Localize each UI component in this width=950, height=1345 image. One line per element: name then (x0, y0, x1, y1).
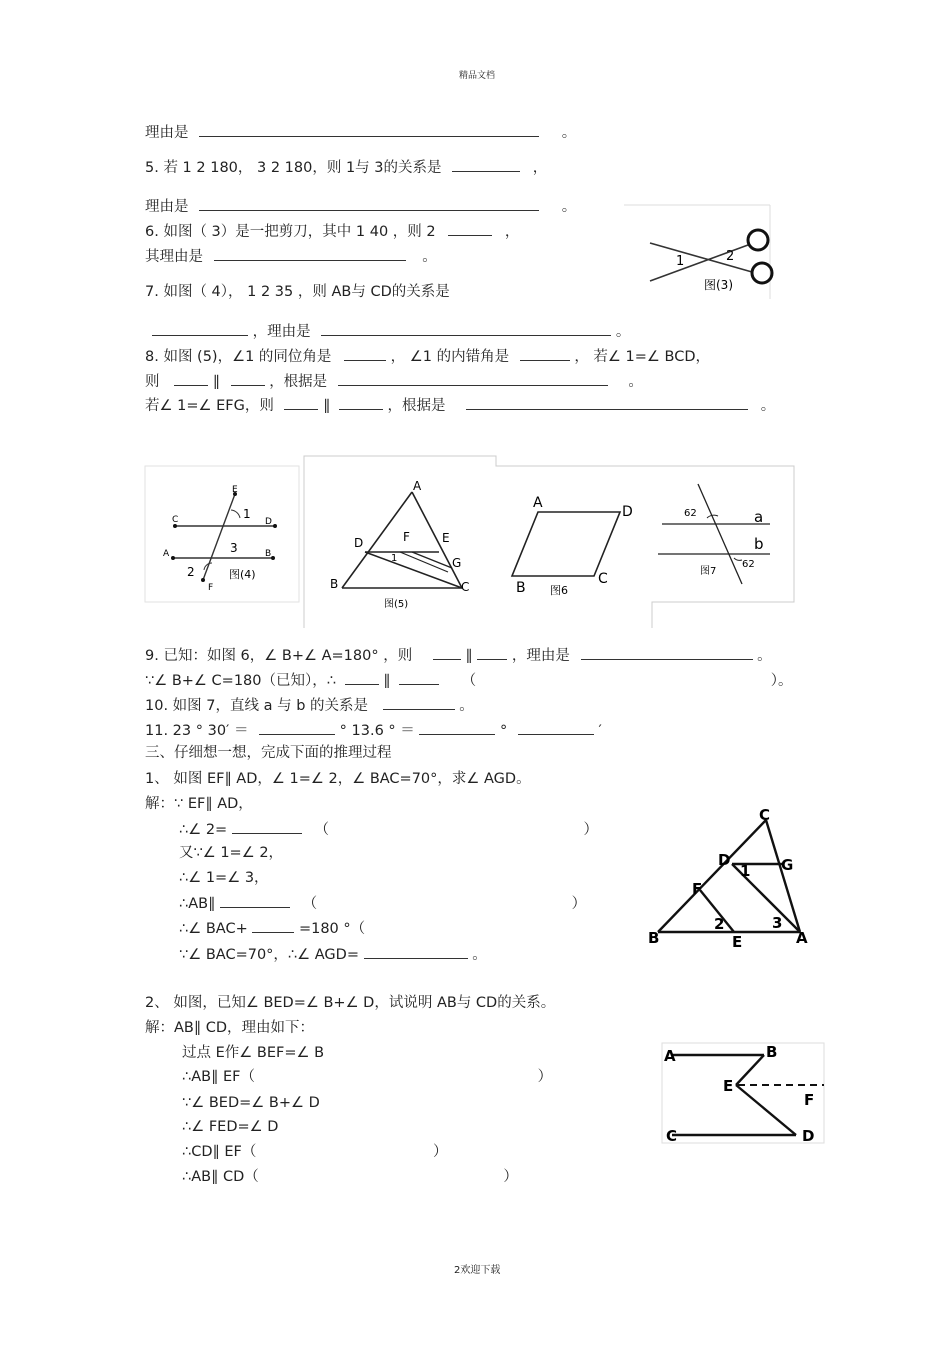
question-8-line-3 (145, 395, 775, 415)
close-paren: ） (503, 1169, 518, 1185)
figure-6-caption: 图6 (550, 584, 568, 597)
question-8-text: 8. 如图 (5)，∠1 的同位角是 (145, 349, 332, 365)
step-text: ∴∠ 2= (179, 822, 228, 838)
answer-blank[interactable] (214, 246, 406, 261)
answer-blank[interactable] (220, 893, 290, 908)
answer-blank[interactable] (433, 645, 461, 660)
problem-2-figure (662, 1043, 827, 1145)
figure-4-caption: 图(4) (229, 568, 256, 581)
close-paren: ） (571, 896, 587, 912)
answer-blank[interactable] (199, 122, 539, 137)
problem-1-step-b (179, 819, 598, 839)
question-10 (145, 695, 474, 715)
period: 。 (422, 249, 437, 265)
question-9 (145, 645, 772, 665)
fig5-label-B: B (330, 577, 339, 591)
close-paren: ） (433, 1144, 448, 1160)
fig5-label-A: A (413, 479, 422, 493)
problem-1: 1、 如图 EF∥ AD，∠ 1=∠ 2，∠ BAC=70°，求∠ AGD。 (145, 771, 531, 787)
close-paren: ） (537, 1069, 553, 1085)
answer-blank[interactable] (231, 371, 265, 386)
question-8-line-2 (145, 371, 643, 391)
answer-blank[interactable] (364, 944, 468, 959)
problem-1-step-c: 又∵∠ 1=∠ 2， (179, 845, 284, 861)
open-paren: （ (314, 822, 329, 838)
comma: ， (504, 224, 520, 240)
answer-blank[interactable] (399, 670, 439, 685)
period: 。 (760, 398, 776, 414)
figure-5-caption: 图(5) (384, 599, 409, 610)
question-5-text: 5. 若 1 2 180， 3 2 180，则 1与 3的关系是 (145, 160, 442, 176)
close-paren: ） (583, 822, 599, 838)
question-9-line-2 (145, 670, 793, 690)
question-8-text-b: ， ∠1 的内错角是 (390, 349, 510, 365)
answer-blank[interactable] (520, 346, 570, 361)
fig7-angle-bottom: 62 (742, 559, 755, 570)
p1fig-label-A: A (796, 929, 808, 947)
label-B: B (265, 549, 272, 559)
problem-2-step-e: ∴∠ FED=∠ D (182, 1119, 279, 1135)
reason-label: 其理由是 (145, 249, 203, 265)
parallel-sign: ∥ (383, 673, 391, 689)
reason-label: ，理由是 (511, 648, 570, 664)
problem-2-step-a: 解：AB∥ CD，理由如下： (145, 1020, 315, 1036)
answer-blank[interactable] (174, 371, 208, 386)
answer-blank[interactable] (339, 395, 383, 410)
answer-blank[interactable] (338, 371, 608, 386)
fig5-label-G: G (452, 556, 462, 570)
fig5-label-C: C (461, 580, 470, 594)
step-text: ∴AB∥ (179, 896, 216, 912)
step-text: ∴∠ BAC+ (179, 921, 248, 937)
answer-blank[interactable] (466, 395, 748, 410)
question-7: 7. 如图（ 4）， 1 2 35 ，则 AB与 CD的关系是 (145, 284, 450, 300)
answer-blank[interactable] (344, 346, 386, 361)
p1fig-angle-3: 3 (772, 914, 783, 932)
figures-5-6-7 (302, 454, 798, 630)
open-paren: （ (461, 673, 477, 689)
angle-2: 2 (187, 565, 195, 579)
reason-label: 理由是 (145, 125, 189, 141)
problem-1-step-e (179, 893, 586, 913)
question-7-answer (152, 321, 630, 341)
answer-blank[interactable] (448, 221, 492, 236)
reason-line-5 (145, 196, 576, 216)
question-8-text-c: ， 若∠ 1=∠ BCD， (574, 349, 711, 365)
step-text-b: =180 °（ (298, 921, 366, 937)
p2fig-label-B: B (766, 1043, 778, 1061)
problem-1-step-g (179, 944, 487, 964)
comma: ， (532, 160, 548, 176)
p1fig-label-C: C (759, 806, 771, 824)
answer-blank[interactable] (518, 720, 594, 735)
fig6-label-A: A (533, 495, 543, 511)
period: 。 (615, 324, 631, 340)
question-6-reason (145, 246, 437, 266)
answer-blank[interactable] (581, 645, 753, 660)
problem-2-step-g (182, 1168, 518, 1186)
label-E: E (232, 485, 238, 495)
answer-blank[interactable] (259, 720, 335, 735)
p2fig-label-C: C (666, 1127, 678, 1145)
label-C: C (172, 515, 179, 525)
degree-sign: ° (500, 723, 508, 739)
period: 。 (472, 947, 487, 963)
problem-1-step-a: 解：∵ EF∥ AD， (145, 796, 253, 812)
question-5 (145, 157, 547, 177)
label-then: 则 (145, 374, 160, 390)
parallel-sign: ∥ (465, 648, 473, 664)
reason-label: ，根据是 (269, 374, 328, 390)
section-3-title: 三、仔细想一想，完成下面的推理过程 (145, 745, 392, 761)
parallel-sign: ∥ (323, 398, 331, 414)
period: 。 (561, 125, 577, 141)
p2fig-label-E: E (723, 1077, 734, 1095)
step-text: ∴AB∥ CD（ (182, 1169, 259, 1185)
answer-blank[interactable] (199, 196, 539, 211)
label-F: F (208, 583, 214, 593)
question-6 (145, 221, 519, 241)
fig7-label-b: b (754, 535, 764, 553)
fig7-angle-top: 62 (684, 508, 697, 519)
p1fig-angle-2: 2 (714, 915, 725, 933)
period: 。 (561, 199, 577, 215)
problem-1-figure (648, 806, 813, 951)
period: 。 (628, 374, 643, 390)
p1fig-angle-1: 1 (740, 862, 751, 880)
p1fig-label-E: E (732, 933, 743, 951)
p1fig-label-G: G (781, 856, 794, 874)
answer-blank[interactable] (252, 918, 294, 933)
reason-line-1 (145, 122, 576, 142)
fig6-label-D: D (622, 504, 633, 520)
period: 。 (459, 698, 474, 714)
fig5-label-F: F (403, 530, 410, 544)
figure-7-caption: 图7 (700, 566, 717, 577)
fig7-label-a: a (754, 508, 764, 526)
p1fig-label-F: F (692, 880, 703, 898)
step-text: ∴CD∥ EF（ (182, 1144, 257, 1160)
angle-1: 1 (243, 507, 251, 521)
label-D: D (265, 517, 272, 527)
answer-blank[interactable] (152, 321, 248, 336)
answer-blank[interactable] (477, 645, 507, 660)
question-8-text-d: 若∠ 1=∠ EFG，则 (145, 398, 274, 414)
fig5-angle-1: 1 (391, 553, 398, 564)
period: 。 (757, 648, 772, 664)
fig6-label-B: B (516, 580, 526, 596)
fig6-label-C: C (598, 571, 608, 587)
answer-blank[interactable] (284, 395, 318, 410)
problem-2-step-d: ∵∠ BED=∠ B+∠ D (182, 1095, 320, 1111)
question-11-text-b: ° 13.6 ° ＝ (339, 723, 415, 739)
answer-blank[interactable] (452, 157, 520, 172)
page-header: 精品文档 (459, 71, 496, 81)
figure-4 (145, 466, 300, 604)
problem-2-step-c (182, 1068, 552, 1086)
p2fig-label-F: F (804, 1091, 815, 1109)
question-11 (145, 720, 602, 740)
parallel-sign: ∥ (212, 374, 220, 390)
answer-blank[interactable] (321, 321, 611, 336)
open-paren: （ (302, 896, 318, 912)
problem-1-step-f (179, 918, 365, 938)
angle-2-label: 2 (726, 249, 735, 264)
question-11-text: 11. 23 ° 30′ ＝ (145, 723, 249, 739)
problem-2-step-f (182, 1143, 448, 1161)
figure-3-caption: 图(3) (704, 278, 733, 292)
angle-1-label: 1 (676, 254, 685, 269)
p1fig-label-D: D (718, 851, 731, 869)
step-text: ∴AB∥ EF（ (182, 1069, 255, 1085)
p2fig-label-A: A (664, 1047, 676, 1065)
question-8 (145, 346, 710, 366)
question-9-text: 9. 已知：如图 6，∠ B+∠ A=180° ，则 (145, 648, 413, 664)
close-paren: ）。 (770, 673, 793, 689)
problem-1-step-d: ∴∠ 1=∠ 3， (179, 870, 269, 886)
page-footer: 2欢迎下载 (454, 1265, 501, 1276)
step-text: ∵∠ BAC=70°，∴∠ AGD= (179, 947, 359, 963)
angle-3: 3 (230, 541, 238, 555)
answer-blank[interactable] (419, 720, 495, 735)
label-A: A (163, 549, 170, 559)
answer-blank[interactable] (383, 695, 455, 710)
p1fig-label-B: B (648, 929, 660, 947)
fig5-label-D: D (354, 536, 364, 550)
scissors-figure (624, 205, 774, 301)
answer-blank[interactable] (345, 670, 379, 685)
reason-label: 理由是 (145, 199, 189, 215)
reason-label: ，根据是 (387, 398, 446, 414)
problem-2: 2、 如图，已知∠ BED=∠ B+∠ D，试说明 AB与 CD的关系。 (145, 995, 556, 1011)
question-10-text: 10. 如图 7，直线 a 与 b 的关系是 (145, 698, 369, 714)
answer-blank[interactable] (232, 819, 302, 834)
minute-sign: ′ (598, 723, 602, 739)
p2fig-label-D: D (802, 1127, 815, 1145)
question-9-text-b: ∵∠ B+∠ C=180（已知），∴ (145, 673, 336, 689)
problem-2-step-b: 过点 E作∠ BEF=∠ B (182, 1045, 325, 1061)
fig5-label-E: E (442, 531, 450, 545)
question-6-text: 6. 如图（ 3）是一把剪刀，其中 1 40 ，则 2 (145, 224, 436, 240)
reason-label: ，理由是 (252, 324, 311, 340)
